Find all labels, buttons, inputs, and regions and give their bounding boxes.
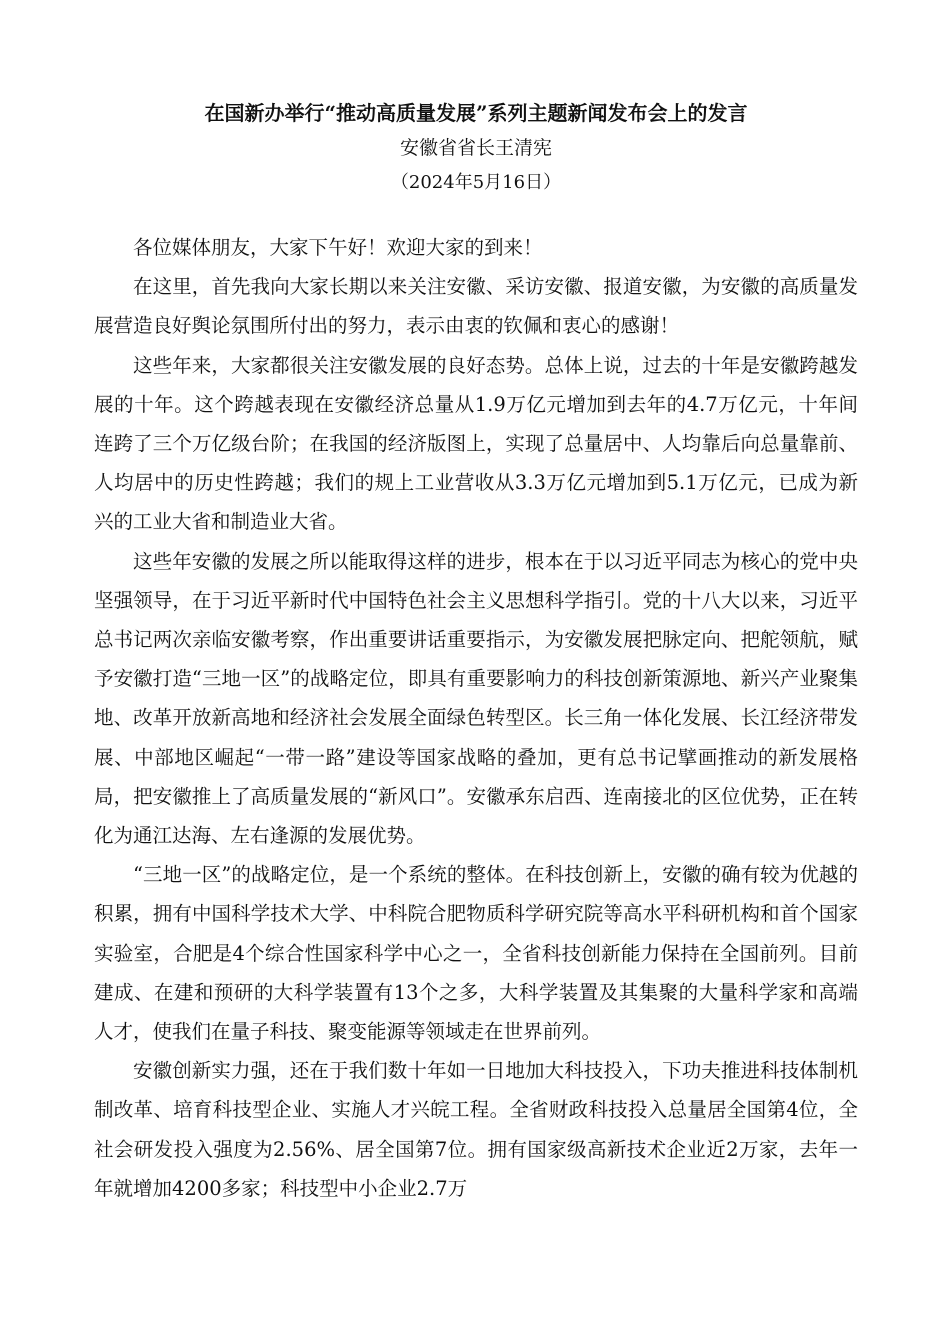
paragraph-leadership: 这些年安徽的发展之所以能取得这样的进步，根本在于以习近平同志为核心的党中央坚强领导，在于习近平新时代中国特色社会主义思想科学指引。党的十八大以来，习近平总书记两次亲临安徽考察，作出重要讲话重要指示，为安徽发展把脉定向、把舵领航，赋予安徽打造“三地一区”的战略定位，即具有重要影响力的科技创新策源地、新兴产业聚集地、改革开放新高地和经济社会发展全面绿色转型区。长三角一体化发展、长江经济带发展、中部地区崛起“一带一路”建设等国家战略的叠加，更有总书记擘画推动的新发展格局，把安徽推上了高质量发展的“新风口”。安徽承东启西、连南接北的区位优势，正在转化为通江达海、左右逢源的发展优势。 xyxy=(94,549,858,848)
document-title: 在国新办举行“推动高质量发展”系列主题新闻发布会上的发言 xyxy=(204,101,748,125)
paragraph-innovation: 安徽创新实力强，还在于我们数十年如一日地加大科技投入，下功夫推进科技体制机制改革、培育科技型企业、实施人才兴皖工程。全省财政科技投入总量居全国第4位，全社会研发投入强度为2.56%、居全国第7位。拥有国家级高新技术企业近2万家，去年一年就增加4200多家；科技型中小企业2.7万 xyxy=(94,1059,858,1200)
document-page xyxy=(94,96,858,1208)
paragraph-development: 这些年来，大家都很关注安徽发展的良好态势。总体上说，过去的十年是安徽跨越发展的十年。这个跨越表现在安徽经济总量从1.9万亿元增加到去年的4.7万亿元，十年间连跨了三个万亿级台阶；在我国的经济版图上，实现了总量居中、人均靠后向总量靠前、人均居中的历史性跨越；我们的规上工业营收从3.3万亿元增加到5.1万亿元，已成为新兴的工业大省和制造业大省。 xyxy=(94,353,858,534)
document-body xyxy=(94,228,858,1208)
document-author: 安徽省省长王清宪 xyxy=(399,137,552,159)
paragraph-strategic-positioning: “三地一区”的战略定位，是一个系统的整体。在科技创新上，安徽的确有较为优越的积累，拥有中国科学技术大学、中科院合肥物质科学研究院等高水平科研机构和首个国家实验室，合肥是4个综合性国家科学中心之一，全省科技创新能力保持在全国前列。目前建成、在建和预研的大科学装置有13个之多，大科学装置及其集聚的大量科学家和高端人才，使我们在量子科技、聚变能源等领域走在世界前列。 xyxy=(94,863,858,1044)
paragraph-greeting: 各位媒体朋友，大家下午好！欢迎大家的到来！ xyxy=(133,236,543,259)
paragraph-thanks: 在这里，首先我向大家长期以来关注安徽、采访安徽、报道安徽，为安徽的高质量发展营造良好舆论氛围所付出的努力，表示由衷的钦佩和衷心的感谢！ xyxy=(94,275,858,338)
document-date: （2024年5月16日） xyxy=(390,172,562,193)
